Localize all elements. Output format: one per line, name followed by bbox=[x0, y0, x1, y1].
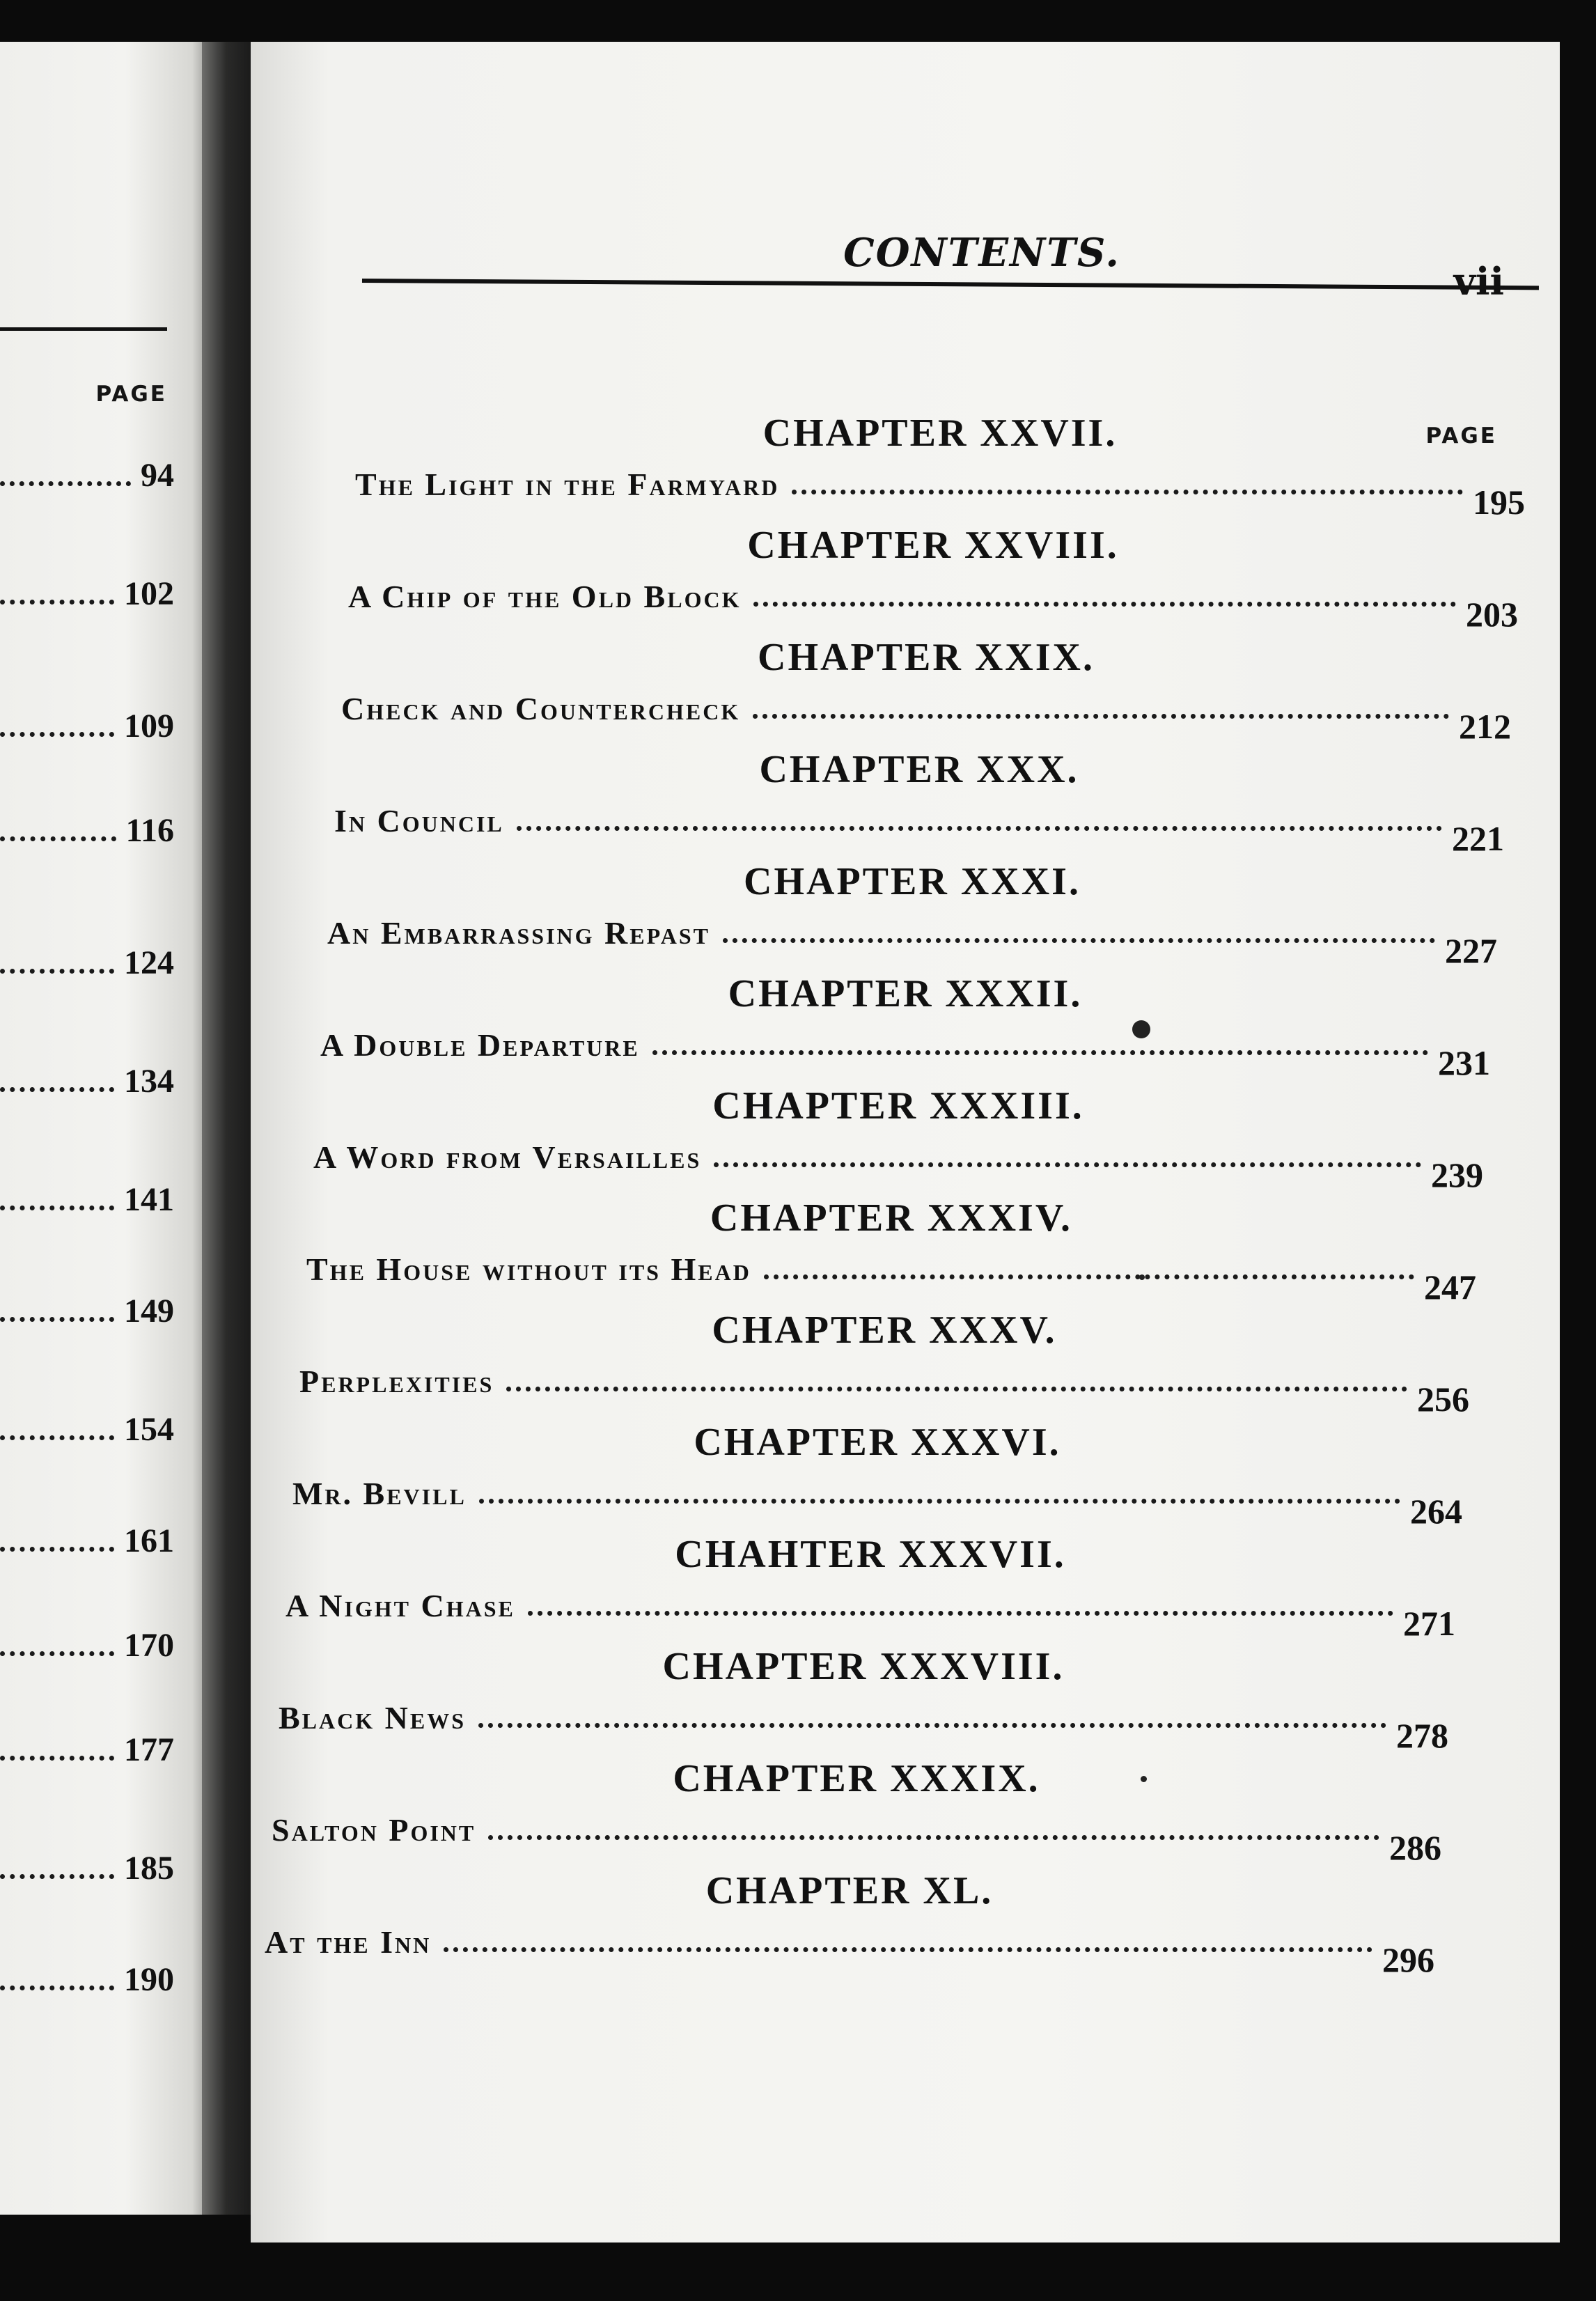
left-page-entry bbox=[0, 940, 174, 982]
chapter-title: Salton Point bbox=[272, 1812, 476, 1848]
dot-leader bbox=[753, 602, 1456, 607]
left-page-entry bbox=[0, 1407, 174, 1449]
left-page-entry bbox=[0, 571, 174, 613]
page-number: 247 bbox=[1424, 1268, 1476, 1306]
chapter-line bbox=[265, 1912, 1434, 1979]
dot-leader bbox=[0, 1547, 114, 1552]
dot-leader bbox=[528, 1611, 1393, 1616]
chapter-title: In Council bbox=[334, 803, 504, 838]
chapter-title: Perplexities bbox=[299, 1364, 494, 1399]
contents-entry bbox=[348, 523, 1518, 634]
contents-entry bbox=[355, 411, 1525, 522]
chapter-heading: CHAPTER XXXIV. bbox=[710, 1196, 1073, 1240]
contents-entry bbox=[341, 635, 1511, 746]
contents-entry bbox=[292, 1420, 1462, 1531]
chapter-title: A Word from Versailles bbox=[313, 1139, 702, 1175]
left-page-number: 161 bbox=[124, 1522, 174, 1559]
dot-leader bbox=[764, 1274, 1414, 1279]
chapter-line bbox=[341, 678, 1511, 746]
chapter-line bbox=[320, 1015, 1490, 1082]
page-column-label: PAGE bbox=[1425, 423, 1497, 448]
chapter-line bbox=[355, 454, 1525, 522]
left-page-number: 94 bbox=[141, 457, 174, 494]
contents-entry bbox=[299, 1308, 1469, 1419]
chapter-heading: CHAPTER XXXI. bbox=[744, 860, 1081, 903]
left-page-number: 149 bbox=[124, 1293, 174, 1329]
page-number: 256 bbox=[1417, 1380, 1469, 1419]
page-title: CONTENTS. bbox=[843, 230, 1120, 276]
left-page-column-label: PAGE bbox=[95, 382, 167, 407]
dot-leader bbox=[0, 1651, 114, 1656]
left-page-number: 177 bbox=[124, 1731, 174, 1768]
chapter-title: The Light in the Farmyard bbox=[355, 467, 780, 502]
dot-leader bbox=[0, 481, 131, 486]
chapter-title: A Chip of the Old Block bbox=[348, 579, 742, 614]
dot-leader bbox=[0, 1874, 114, 1879]
dot-leader bbox=[444, 1947, 1372, 1952]
chapter-line bbox=[285, 1575, 1455, 1643]
chapter-heading: CHAPTER XXXIX. bbox=[673, 1757, 1040, 1800]
dot-leader bbox=[723, 938, 1435, 943]
dot-leader bbox=[0, 1986, 114, 1990]
page-number: 296 bbox=[1382, 1940, 1434, 1979]
page-folio: vii bbox=[1453, 259, 1504, 304]
contents-page bbox=[251, 42, 1560, 2242]
chapter-title: Check and Countercheck bbox=[341, 691, 741, 726]
chapter-line bbox=[292, 1463, 1462, 1531]
left-page-number: 116 bbox=[125, 812, 174, 849]
dot-leader bbox=[753, 714, 1449, 719]
chapter-line bbox=[279, 1687, 1448, 1755]
page-number: 195 bbox=[1473, 483, 1525, 522]
dot-leader bbox=[652, 1050, 1428, 1055]
chapter-title: A Double Departure bbox=[320, 1027, 640, 1063]
dot-leader bbox=[0, 1435, 114, 1440]
chapter-heading: CHAPTER XXVII. bbox=[762, 412, 1118, 455]
chapter-title: At the Inn bbox=[265, 1924, 432, 1960]
dot-leader bbox=[792, 490, 1463, 494]
chapter-line bbox=[327, 903, 1497, 970]
left-page-number: 154 bbox=[124, 1411, 174, 1448]
dot-leader bbox=[0, 1317, 114, 1322]
contents-entry bbox=[320, 972, 1490, 1082]
dot-leader bbox=[0, 1087, 114, 1092]
left-page-entry bbox=[0, 453, 174, 494]
contents-entry bbox=[313, 1084, 1483, 1194]
chapter-line bbox=[313, 1127, 1483, 1194]
left-page-number: 134 bbox=[124, 1063, 174, 1100]
chapter-line bbox=[306, 1239, 1476, 1306]
chapter-title: Mr. Bevill bbox=[292, 1476, 467, 1511]
contents-entry bbox=[306, 1196, 1476, 1306]
left-page-number: 102 bbox=[124, 575, 174, 612]
page-number: 212 bbox=[1459, 707, 1511, 746]
chapter-heading: CHAPTER XXXIII. bbox=[712, 1084, 1084, 1128]
left-page-entry bbox=[0, 1623, 174, 1664]
dot-leader bbox=[0, 969, 114, 974]
left-page-number: 185 bbox=[124, 1850, 174, 1887]
left-page-entry bbox=[0, 808, 174, 850]
page-number: 286 bbox=[1389, 1828, 1441, 1867]
dot-leader bbox=[0, 1756, 114, 1761]
contents-entry bbox=[334, 747, 1504, 858]
left-page-entry bbox=[0, 1518, 174, 1560]
dot-leader bbox=[714, 1162, 1421, 1167]
left-page bbox=[0, 42, 209, 2215]
left-page-entry bbox=[0, 703, 174, 745]
page-number: 203 bbox=[1466, 595, 1518, 634]
contents-entry bbox=[327, 859, 1497, 970]
chapter-heading: CHAPTER XXVIII. bbox=[747, 524, 1119, 567]
left-page-number: 190 bbox=[124, 1961, 174, 1998]
page-number: 278 bbox=[1396, 1716, 1448, 1755]
left-page-entry bbox=[0, 1727, 174, 1769]
chapter-heading: CHAPTER XXX. bbox=[759, 748, 1079, 791]
chapter-heading: CHAHTER XXXVII. bbox=[675, 1533, 1066, 1576]
contents-entry bbox=[265, 1869, 1434, 1979]
left-page-number: 170 bbox=[124, 1627, 174, 1664]
contents-entry bbox=[272, 1756, 1441, 1867]
ink-speck bbox=[1139, 1274, 1145, 1280]
left-page-entry bbox=[0, 1957, 174, 1999]
chapter-title: The House without its Head bbox=[306, 1251, 751, 1287]
dot-leader bbox=[506, 1387, 1407, 1391]
page-number: 264 bbox=[1410, 1492, 1462, 1531]
chapter-heading: CHAPTER XL. bbox=[705, 1869, 994, 1912]
chapter-title: An Embarrassing Repast bbox=[327, 915, 711, 951]
dot-leader bbox=[488, 1835, 1379, 1840]
dot-leader bbox=[0, 732, 114, 737]
page-number: 271 bbox=[1403, 1604, 1455, 1643]
chapter-line bbox=[299, 1351, 1469, 1419]
dot-leader bbox=[0, 600, 114, 604]
chapter-line bbox=[334, 790, 1504, 858]
dot-leader bbox=[479, 1499, 1400, 1504]
page-number: 221 bbox=[1452, 819, 1504, 858]
contents-entry bbox=[285, 1532, 1455, 1643]
chapter-title: Black News bbox=[279, 1700, 466, 1736]
ink-speck bbox=[1141, 1776, 1147, 1782]
chapter-heading: CHAPTER XXXVI. bbox=[694, 1421, 1061, 1464]
left-page-entry bbox=[0, 1059, 174, 1100]
page-number: 239 bbox=[1431, 1155, 1483, 1194]
chapter-heading: CHAPTER XXXII. bbox=[728, 972, 1083, 1015]
contents-entries bbox=[251, 42, 1560, 2242]
page-number: 227 bbox=[1445, 931, 1497, 970]
chapter-heading: CHAPTER XXIX. bbox=[758, 636, 1095, 679]
chapter-title: A Night Chase bbox=[285, 1588, 515, 1623]
chapter-line bbox=[272, 1800, 1441, 1867]
dot-leader bbox=[478, 1723, 1386, 1728]
left-page-entry bbox=[0, 1288, 174, 1330]
left-page-number: 141 bbox=[124, 1181, 174, 1218]
dot-leader bbox=[0, 1206, 114, 1210]
left-page-number: 109 bbox=[124, 708, 174, 744]
page-number: 231 bbox=[1438, 1043, 1490, 1082]
dot-leader bbox=[517, 826, 1442, 831]
left-page-entry bbox=[0, 1846, 174, 1887]
chapter-line bbox=[348, 566, 1518, 634]
left-page-number: 124 bbox=[124, 944, 174, 981]
dot-leader bbox=[0, 836, 116, 841]
contents-entry bbox=[279, 1644, 1448, 1755]
chapter-heading: CHAPTER XXXVIII. bbox=[662, 1645, 1065, 1688]
ink-speck bbox=[1132, 1020, 1150, 1038]
left-page-entry bbox=[0, 1177, 174, 1219]
chapter-heading: CHAPTER XXXV. bbox=[712, 1309, 1057, 1352]
left-header-rule bbox=[0, 327, 167, 331]
